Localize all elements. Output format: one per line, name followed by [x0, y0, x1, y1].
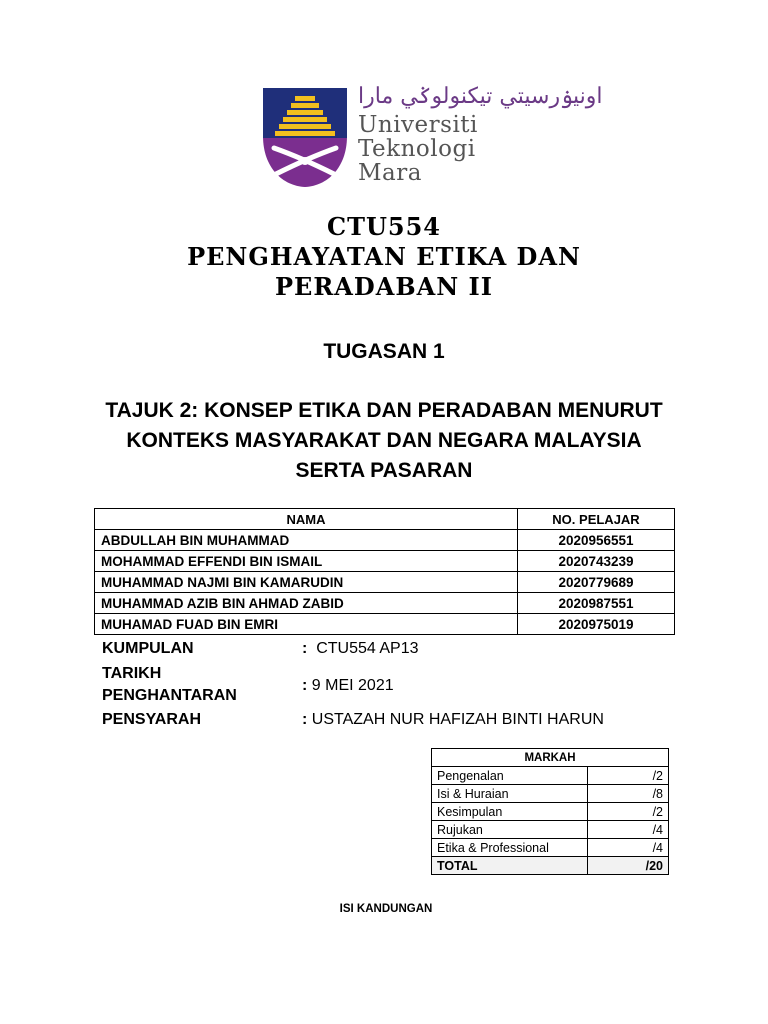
table-row: [95, 551, 675, 572]
table-row: [95, 614, 675, 635]
student-name: MUHAMMAD AZIB BIN AHMAD ZABID: [95, 593, 518, 614]
assignment-topic: [80, 396, 688, 486]
marks-score: /2: [588, 803, 669, 821]
marks-score: /4: [588, 839, 669, 857]
name-column-header: NAMA: [95, 509, 518, 530]
pensyarah-label: PENSYARAH: [102, 711, 201, 728]
marks-item: Pengenalan: [432, 767, 588, 785]
student-name: MOHAMMAD EFFENDI BIN ISMAIL: [95, 551, 518, 572]
marks-score: /4: [588, 821, 669, 839]
marks-total-score: /20: [588, 857, 669, 875]
student-name: MUHAMMAD NAJMI BIN KAMARUDIN: [95, 572, 518, 593]
tarikh-value: 9 MEI 2021: [311, 677, 394, 694]
kumpulan-value-wrap: : CTU554 AP13: [302, 640, 419, 657]
student-id: 2020975019: [518, 614, 675, 635]
tarikh-value-wrap: : 9 MEI 2021: [302, 677, 394, 694]
marks-item: Rujukan: [432, 821, 588, 839]
university-word-3: Mara: [358, 160, 422, 186]
course-code: CTU554: [327, 212, 441, 241]
topic-line2: KONTEKS MASYARAKAT DAN NEGARA MALAYSIA: [126, 429, 642, 452]
marks-header-row: [432, 749, 669, 767]
jawi-university-name: اونيۏرسيتي تيكنولوݢي مارا: [358, 84, 603, 109]
student-id: 2020987551: [518, 593, 675, 614]
course-title: [0, 212, 768, 302]
pensyarah-value-wrap: : USTAZAH NUR HAFIZAH BINTI HARUN: [302, 711, 604, 728]
table-row: [95, 530, 675, 551]
marks-item: Kesimpulan: [432, 803, 588, 821]
topic-line3: SERTA PASARAN: [295, 459, 473, 482]
table-row: [95, 593, 675, 614]
marks-total-label: TOTAL: [432, 857, 588, 875]
marks-score: /8: [588, 785, 669, 803]
university-word-2: Teknologi: [358, 136, 476, 162]
course-name-line2: PERADABAN II: [275, 272, 493, 301]
marks-title: MARKAH: [432, 749, 669, 767]
course-name-line1: PENGHAYATAN ETIKA DAN: [187, 242, 581, 271]
university-logo: [262, 84, 603, 188]
student-id: 2020743239: [518, 551, 675, 572]
student-id: 2020956551: [518, 530, 675, 551]
students-header-row: [95, 509, 675, 530]
table-row: [432, 839, 669, 857]
student-name: MUHAMAD FUAD BIN EMRI: [95, 614, 518, 635]
table-row: [432, 785, 669, 803]
id-column-header: NO. PELAJAR: [518, 509, 675, 530]
tarikh-label-2: PENGHANTARAN: [102, 687, 237, 704]
marks-total-row: [432, 857, 669, 875]
kumpulan-label: KUMPULAN: [102, 640, 194, 657]
uitm-shield-icon: [262, 88, 348, 188]
student-name: ABDULLAH BIN MUHAMMAD: [95, 530, 518, 551]
assignment-number: TUGASAN 1: [323, 340, 445, 363]
marks-score: /2: [588, 767, 669, 785]
tarikh-label-1: TARIKH: [102, 665, 162, 682]
table-of-contents-heading: ISI KANDUNGAN: [339, 903, 433, 915]
kumpulan-value: CTU554 AP13: [316, 640, 419, 657]
table-row: [432, 803, 669, 821]
marks-item: Etika & Professional: [432, 839, 588, 857]
university-word-1: Universiti: [358, 112, 478, 138]
table-row: [432, 767, 669, 785]
student-id: 2020779689: [518, 572, 675, 593]
marks-item: Isi & Huraian: [432, 785, 588, 803]
students-table: [94, 508, 675, 635]
topic-line1: TAJUK 2: KONSEP ETIKA DAN PERADABAN MENURUT: [105, 399, 663, 422]
table-row: [95, 572, 675, 593]
marks-table: [431, 748, 669, 875]
pensyarah-value: USTAZAH NUR HAFIZAH BINTI HARUN: [311, 711, 604, 728]
table-row: [432, 821, 669, 839]
